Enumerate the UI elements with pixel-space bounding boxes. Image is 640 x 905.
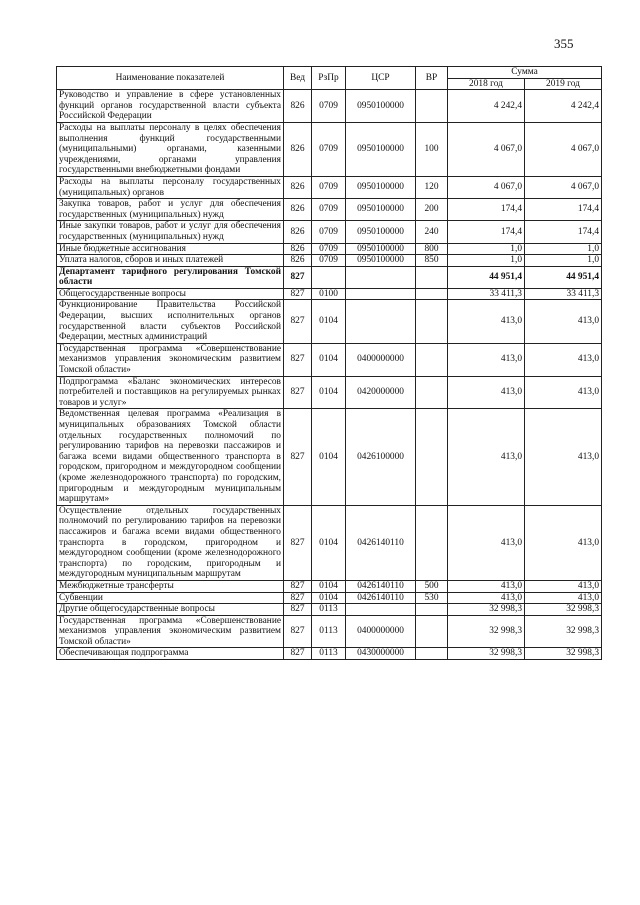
- cell-rzpr: 0104: [312, 300, 346, 343]
- cell-csr: 0430000000: [346, 648, 416, 660]
- header-year-2018: 2018 год: [448, 78, 525, 90]
- cell-csr: 0420000000: [346, 376, 416, 409]
- cell-name: Осуществление отдельных государственных полномочий по регулированию тарифов на перевозки пассажиров и багажа всеми видами общественного транспорта в городском, пригородном и междугородном сообщении (кроме железнодорожного транспорта) по городским, пригородным и междугородным муниципальным маршрутам: [57, 505, 284, 580]
- cell-name: Расходы на выплаты персоналу государственных (муниципальных) органов: [57, 176, 284, 198]
- table-row: [57, 90, 602, 123]
- cell-name: Общегосударственные вопросы: [57, 288, 284, 300]
- cell-csr: [346, 300, 416, 343]
- cell-csr: 0426140110: [346, 580, 416, 592]
- table-row: [57, 199, 602, 221]
- cell-2018: 174,4: [448, 221, 525, 243]
- cell-2019: 413,0: [525, 300, 602, 343]
- cell-csr: 0400000000: [346, 343, 416, 376]
- table-row: [57, 592, 602, 604]
- cell-csr: 0426140110: [346, 592, 416, 604]
- cell-2019: 44 951,4: [525, 266, 602, 288]
- cell-vr: [416, 376, 448, 409]
- cell-2018: 413,0: [448, 580, 525, 592]
- cell-2019: 413,0: [525, 592, 602, 604]
- cell-2019: 32 998,3: [525, 604, 602, 616]
- cell-csr: 0400000000: [346, 615, 416, 648]
- cell-csr: 0950100000: [346, 176, 416, 198]
- table-row: [57, 122, 602, 176]
- cell-name: Закупка товаров, работ и услуг для обеспечения государственных (муниципальных) нужд: [57, 199, 284, 221]
- cell-vr: [416, 300, 448, 343]
- cell-name: Межбюджетные трансферты: [57, 580, 284, 592]
- table-row: [57, 615, 602, 648]
- table-row: [57, 409, 602, 505]
- cell-2019: 413,0: [525, 343, 602, 376]
- cell-name: Иные бюджетные ассигнования: [57, 243, 284, 255]
- cell-ved: 827: [284, 343, 312, 376]
- header-rzpr: РзПр: [312, 67, 346, 90]
- cell-vr: 120: [416, 176, 448, 198]
- cell-2019: 413,0: [525, 580, 602, 592]
- cell-name: Функционирование Правительства Российской Федерации, высших исполнительных органов государственной власти субъектов Российской Федерации, местных администраций: [57, 300, 284, 343]
- cell-2018: 1,0: [448, 243, 525, 255]
- cell-2018: 32 998,3: [448, 604, 525, 616]
- cell-2019: 4 067,0: [525, 176, 602, 198]
- cell-csr: 0950100000: [346, 199, 416, 221]
- cell-rzpr: [312, 266, 346, 288]
- cell-2018: 33 411,3: [448, 288, 525, 300]
- cell-2018: 413,0: [448, 409, 525, 505]
- cell-rzpr: 0709: [312, 199, 346, 221]
- cell-ved: 826: [284, 255, 312, 267]
- cell-name: Руководство и управление в сфере установленных функций органов государственной власти субъекта Российской Федерации: [57, 90, 284, 123]
- cell-vr: 530: [416, 592, 448, 604]
- cell-csr: 0950100000: [346, 255, 416, 267]
- cell-csr: [346, 288, 416, 300]
- cell-rzpr: 0104: [312, 580, 346, 592]
- table-row: [57, 243, 602, 255]
- cell-rzpr: 0709: [312, 122, 346, 176]
- cell-2018: 413,0: [448, 592, 525, 604]
- cell-name: Департамент тарифного регулирования Томской области: [57, 266, 284, 288]
- table-row: [57, 343, 602, 376]
- cell-ved: 827: [284, 505, 312, 580]
- cell-2018: 1,0: [448, 255, 525, 267]
- cell-csr: [346, 604, 416, 616]
- table-row: [57, 266, 602, 288]
- cell-ved: 826: [284, 221, 312, 243]
- cell-csr: 0426100000: [346, 409, 416, 505]
- table-row: [57, 580, 602, 592]
- cell-rzpr: 0100: [312, 288, 346, 300]
- cell-2019: 174,4: [525, 199, 602, 221]
- header-year-2019: 2019 год: [525, 78, 602, 90]
- header-csr: ЦСР: [346, 67, 416, 90]
- cell-ved: 827: [284, 288, 312, 300]
- cell-vr: [416, 266, 448, 288]
- cell-vr: [416, 288, 448, 300]
- cell-2019: 413,0: [525, 409, 602, 505]
- header-vr: ВР: [416, 67, 448, 90]
- cell-ved: 826: [284, 122, 312, 176]
- cell-csr: 0950100000: [346, 243, 416, 255]
- cell-name: Другие общегосударственные вопросы: [57, 604, 284, 616]
- cell-2018: 413,0: [448, 505, 525, 580]
- table-row: [57, 300, 602, 343]
- cell-ved: 827: [284, 266, 312, 288]
- budget-table: [56, 66, 602, 660]
- cell-rzpr: 0709: [312, 243, 346, 255]
- table-row: [57, 505, 602, 580]
- cell-vr: [416, 604, 448, 616]
- cell-rzpr: 0113: [312, 648, 346, 660]
- cell-ved: 827: [284, 615, 312, 648]
- cell-2019: 413,0: [525, 376, 602, 409]
- cell-2019: 4 067,0: [525, 122, 602, 176]
- cell-2018: 4 067,0: [448, 122, 525, 176]
- cell-csr: [346, 266, 416, 288]
- cell-rzpr: 0709: [312, 176, 346, 198]
- cell-vr: [416, 505, 448, 580]
- cell-2019: 32 998,3: [525, 648, 602, 660]
- table-row: [57, 176, 602, 198]
- cell-rzpr: 0113: [312, 615, 346, 648]
- cell-ved: 827: [284, 592, 312, 604]
- cell-ved: 827: [284, 409, 312, 505]
- cell-2019: 413,0: [525, 505, 602, 580]
- header-ved: Вед: [284, 67, 312, 90]
- table-row: [57, 604, 602, 616]
- cell-csr: 0950100000: [346, 122, 416, 176]
- cell-ved: 827: [284, 376, 312, 409]
- cell-vr: 200: [416, 199, 448, 221]
- cell-vr: 500: [416, 580, 448, 592]
- header-name: Наименование показателей: [57, 67, 284, 90]
- cell-ved: 826: [284, 176, 312, 198]
- table-body: [57, 90, 602, 660]
- cell-name: Государственная программа «Совершенствование механизмов управления экономическим развитием Томской области»: [57, 343, 284, 376]
- cell-rzpr: 0104: [312, 592, 346, 604]
- cell-name: Ведомственная целевая программа «Реализация в муниципальных образованиях Томской области отдельных государственных полномочий по регулированию тарифов на перевозки пассажиров и багажа всеми видами общественного транспорта в городском, пригородном и междугородном сообщении (кроме железнодорожного транспорта) по городским, пригородным и междугородным муниципальным маршрутам»: [57, 409, 284, 505]
- cell-2018: 413,0: [448, 343, 525, 376]
- cell-vr: [416, 409, 448, 505]
- header-sum: Сумма: [448, 67, 602, 79]
- cell-vr: [416, 615, 448, 648]
- cell-vr: 100: [416, 122, 448, 176]
- table-row: [57, 288, 602, 300]
- cell-ved: 826: [284, 199, 312, 221]
- cell-name: Уплата налогов, сборов и иных платежей: [57, 255, 284, 267]
- cell-2019: 1,0: [525, 243, 602, 255]
- cell-csr: 0950100000: [346, 90, 416, 123]
- cell-name: Расходы на выплаты персоналу в целях обеспечения выполнения функций государственными (муниципальными) органами, казенными учреждениями, органами управления государственными внебюджетными фондами: [57, 122, 284, 176]
- cell-2019: 1,0: [525, 255, 602, 267]
- cell-name: Субвенции: [57, 592, 284, 604]
- cell-vr: [416, 648, 448, 660]
- cell-2018: 32 998,3: [448, 615, 525, 648]
- cell-csr: 0426140110: [346, 505, 416, 580]
- table-row: [57, 221, 602, 243]
- table-row: [57, 255, 602, 267]
- cell-rzpr: 0104: [312, 409, 346, 505]
- cell-vr: [416, 343, 448, 376]
- cell-rzpr: 0709: [312, 90, 346, 123]
- cell-rzpr: 0104: [312, 376, 346, 409]
- cell-2019: 32 998,3: [525, 615, 602, 648]
- table-row: [57, 376, 602, 409]
- cell-2018: 4 067,0: [448, 176, 525, 198]
- cell-2018: 413,0: [448, 376, 525, 409]
- cell-rzpr: 0104: [312, 505, 346, 580]
- page-number: 355: [554, 36, 574, 51]
- header-row: [57, 67, 602, 79]
- cell-2018: 174,4: [448, 199, 525, 221]
- cell-name: Подпрограмма «Баланс экономических интересов потребителей и поставщиков на регулируемых рынках товаров и услуг»: [57, 376, 284, 409]
- cell-2019: 4 242,4: [525, 90, 602, 123]
- cell-ved: 827: [284, 580, 312, 592]
- cell-rzpr: 0709: [312, 255, 346, 267]
- cell-ved: 826: [284, 90, 312, 123]
- table-row: [57, 648, 602, 660]
- cell-ved: 827: [284, 648, 312, 660]
- cell-vr: 800: [416, 243, 448, 255]
- cell-name: Иные закупки товаров, работ и услуг для обеспечения государственных (муниципальных) нужд: [57, 221, 284, 243]
- cell-2018: 44 951,4: [448, 266, 525, 288]
- cell-name: Обеспечивающая подпрограмма: [57, 648, 284, 660]
- cell-2019: 174,4: [525, 221, 602, 243]
- cell-vr: 240: [416, 221, 448, 243]
- cell-ved: 826: [284, 243, 312, 255]
- cell-csr: 0950100000: [346, 221, 416, 243]
- cell-2018: 413,0: [448, 300, 525, 343]
- cell-2018: 32 998,3: [448, 648, 525, 660]
- cell-rzpr: 0113: [312, 604, 346, 616]
- cell-ved: 827: [284, 604, 312, 616]
- cell-name: Государственная программа «Совершенствование механизмов управления экономическим развитием Томской области»: [57, 615, 284, 648]
- cell-vr: 850: [416, 255, 448, 267]
- cell-2018: 4 242,4: [448, 90, 525, 123]
- cell-2019: 33 411,3: [525, 288, 602, 300]
- cell-ved: 827: [284, 300, 312, 343]
- cell-rzpr: 0104: [312, 343, 346, 376]
- cell-vr: [416, 90, 448, 123]
- cell-rzpr: 0709: [312, 221, 346, 243]
